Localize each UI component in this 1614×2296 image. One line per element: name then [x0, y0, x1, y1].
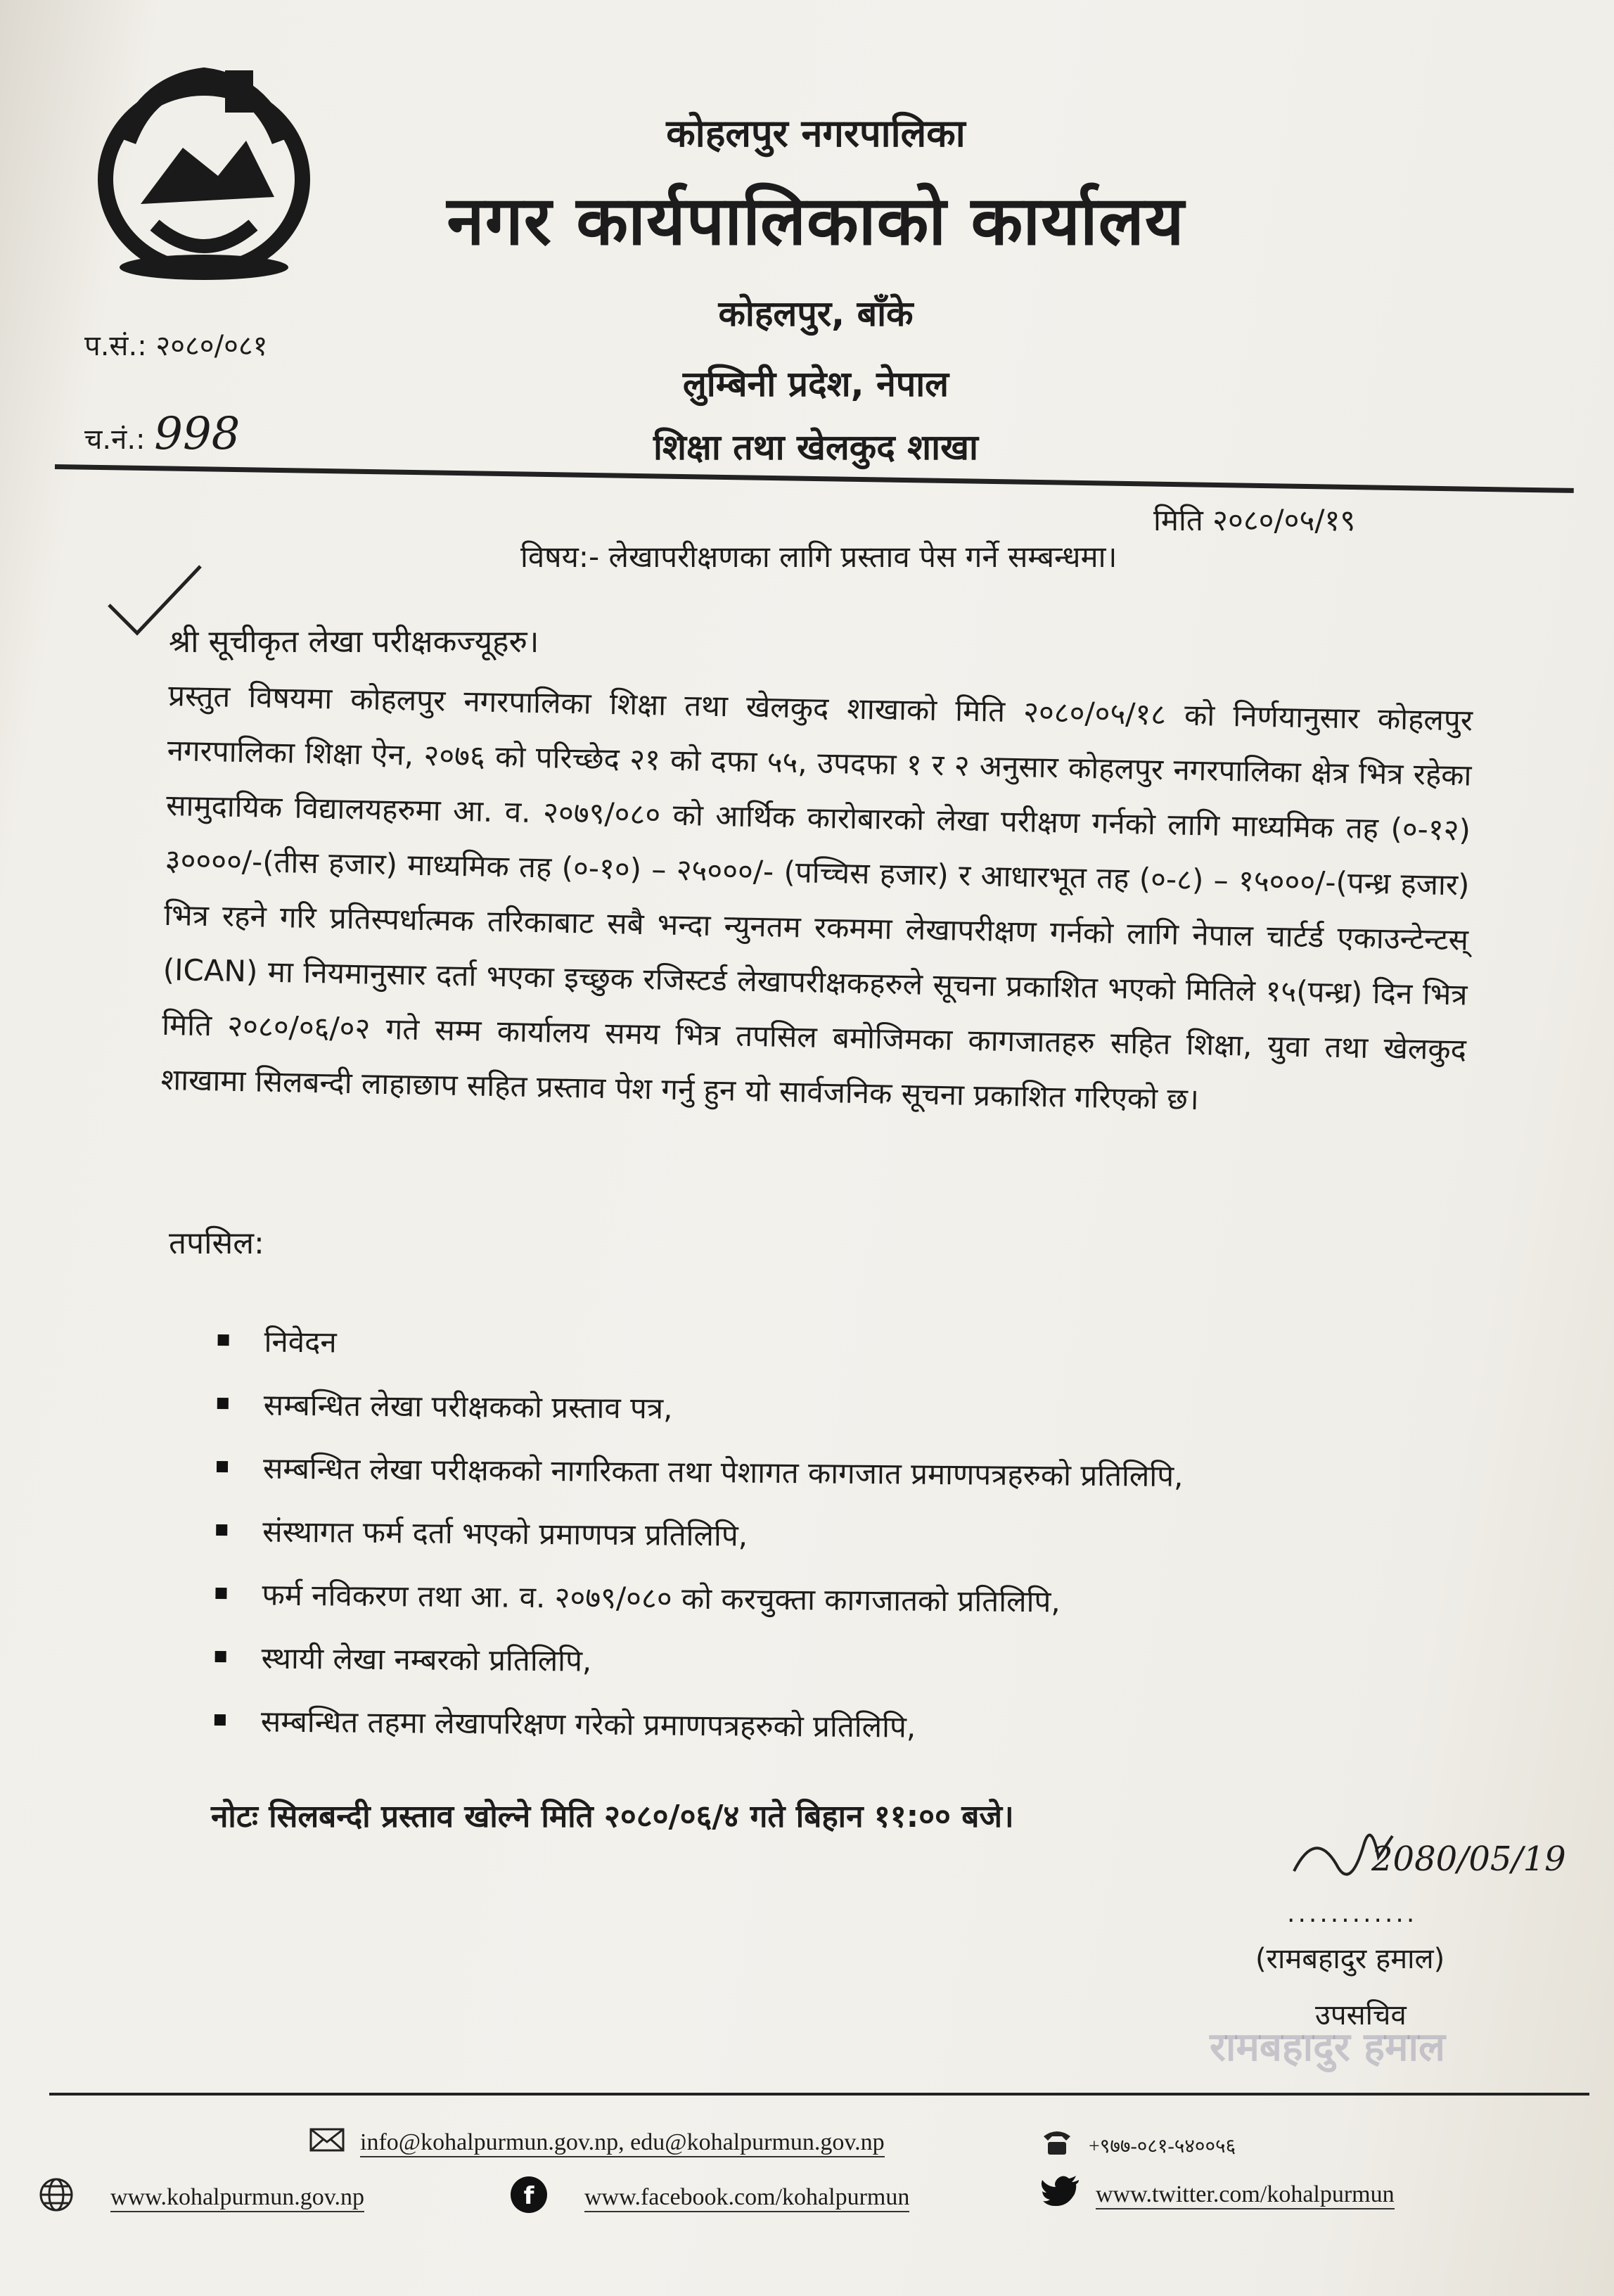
- website-link[interactable]: www.kohalpurmun.gov.np: [110, 2184, 364, 2212]
- facebook-link[interactable]: www.facebook.com/kohalpurmun: [584, 2184, 909, 2212]
- facebook-icon: [510, 2176, 548, 2220]
- office-location: कोहलपुर, बाँके: [718, 293, 914, 334]
- signatory-designation: उपसचिव: [1315, 1999, 1407, 2032]
- list-item: सम्बन्धित तहमा लेखापरिक्षण गरेको प्रमाणपत्रहरुको प्रतिलिपि,: [214, 1688, 1411, 1762]
- globe-icon: [39, 2177, 74, 2219]
- letter-date: मिति २०८०/०५/१९: [1153, 503, 1356, 537]
- footer-facebook: [510, 2176, 909, 2220]
- list-item: फर्म नविकरण तथा आ. व. २०७९/०८० को करचुक्ता कागजातको प्रतिलिपि,: [215, 1562, 1411, 1635]
- office-province: लुम्बिनी प्रदेश, नेपाल: [682, 364, 949, 404]
- bullet-icon: [216, 1524, 227, 1536]
- phone-number: +९७७-०८१-५४००५६: [1089, 2135, 1236, 2157]
- email-link[interactable]: info@kohalpurmun.gov.np, edu@kohalpurmun.gov.np: [360, 2129, 885, 2157]
- twitter-link[interactable]: www.twitter.com/kohalpurmun: [1096, 2181, 1395, 2209]
- bullet-icon: [217, 1461, 228, 1472]
- signature-line: ............: [1287, 1899, 1418, 1928]
- reference-value: २०८०/०८१: [155, 330, 268, 362]
- footer-divider: [49, 2093, 1589, 2096]
- office-branch: शिक्षा तथा खेलकुद शाखा: [653, 427, 978, 468]
- office-title: नगर कार्यपालिकाको कार्यालय: [447, 181, 1185, 260]
- phone-icon: [1041, 2128, 1073, 2162]
- bullet-icon: [215, 1588, 226, 1599]
- bullet-icon: [217, 1398, 229, 1409]
- dispatch-label: च.नं.:: [84, 423, 146, 456]
- official-stamp: रामबहादुर हमाल: [1210, 2024, 1445, 2070]
- municipality-name: कोहलपुर नगरपालिका: [666, 111, 966, 155]
- dispatch-value: 998: [154, 408, 241, 460]
- twitter-icon: [1041, 2176, 1080, 2214]
- reference-label: प.सं.:: [84, 330, 147, 362]
- list-item: स्थायी लेखा नम्बरको प्रतिलिपि,: [214, 1625, 1411, 1699]
- list-item: सम्बन्धित लेखा परीक्षकको प्रस्ताव पत्र,: [217, 1372, 1413, 1446]
- opening-note: नोटः सिलबन्दी प्रस्ताव खोल्ने मिति २०८०/०६/४ गते बिहान ११:०० बजे।: [211, 1799, 1014, 1835]
- attachments-heading: तपसिल:: [169, 1225, 264, 1261]
- signatory-name: (रामबहादुर हमाल): [1255, 1943, 1445, 1975]
- letter-body: प्रस्तुत विषयमा कोहलपुर नगरपालिका शिक्षा तथा खेलकुद शाखाको मिति २०८०/०५/१८ को निर्णयानुसार कोहलपुर नगरपालिका शिक्षा ऐन, २०७६ को परिच्छेद २१ को दफा ५५, उपदफा १ र २ अनुसार कोहलपुर नगरपालिका क्षेत्र भित्र रहेका सामुदायिक विद्यालयहरुमा आ. व. २०७९/०८० को आर्थिक कारोबारको लेखा परीक्षण गर्नको लागि माध्यमिक तह (०-१२) ३००००/-(तीस हजार) माध्यमिक तह (०-१०) – २५०००/- (पच्चिस हजार) र आधारभूत तह (०-८) – १५०००/-(पन्ध्र हजार) भित्र रहने गरि प्रतिस्पर्धात्मक तरिकाबाट सबै भन्दा न्युनतम रकममा लेखापरीक्षण गर्नको लागि नेपाल चार्टर्ड एकाउन्टेन्टस् (ICAN) मा नियमानुसार दर्ता भएका इच्छुक रजिस्टर्ड लेखापरीक्षकहरुले सूचना प्रकाशित भएको मितिले १५(पन्ध्र) दिन भित्र मिति २०८०/०६/०२ गते सम्म कार्यालय समय भित्र तपसिल बमोजिमका कागजातहरु सहित शिक्षा, युवा तथा खेलकुद शाखामा सिलबन्दी लाहाछाप सहित प्रस्ताव पेश गर्नु हुन यो सार्वजनिक सूचना प्रकाशित गरिएको छ।: [160, 677, 1473, 1117]
- list-item: सम्बन्धित लेखा परीक्षकको नागरिकता तथा पेशागत कागजात प्रमाणपत्रहरुको प्रतिलिपि,: [217, 1435, 1413, 1509]
- reference-number: [84, 325, 267, 364]
- dispatch-number: [84, 408, 240, 460]
- mail-icon: [309, 2128, 345, 2158]
- bullet-icon: [214, 1714, 226, 1726]
- footer-twitter: [1041, 2176, 1395, 2214]
- bullet-icon: [218, 1334, 229, 1346]
- footer-email: [309, 2128, 885, 2158]
- footer-phone: [1041, 2128, 1236, 2162]
- attachments-list: [214, 1308, 1414, 1762]
- list-item: निवेदन: [217, 1308, 1414, 1382]
- letter-addressee: श्री सूचीकृत लेखा परीक्षकज्यूहरु।: [169, 624, 539, 660]
- footer-website: [39, 2177, 364, 2219]
- list-item: संस्थागत फर्म दर्ता भएको प्रमाणपत्र प्रतिलिपि,: [216, 1498, 1412, 1572]
- svg-text:f: f: [523, 2182, 534, 2210]
- bullet-icon: [215, 1651, 226, 1662]
- nepal-emblem-icon: [84, 56, 324, 288]
- letter-subject: विषय:- लेखापरीक्षणका लागि प्रस्ताव पेस गर्ने सम्बन्धमा।: [520, 540, 1117, 574]
- signature-date: 2080/05/19: [1371, 1839, 1566, 1879]
